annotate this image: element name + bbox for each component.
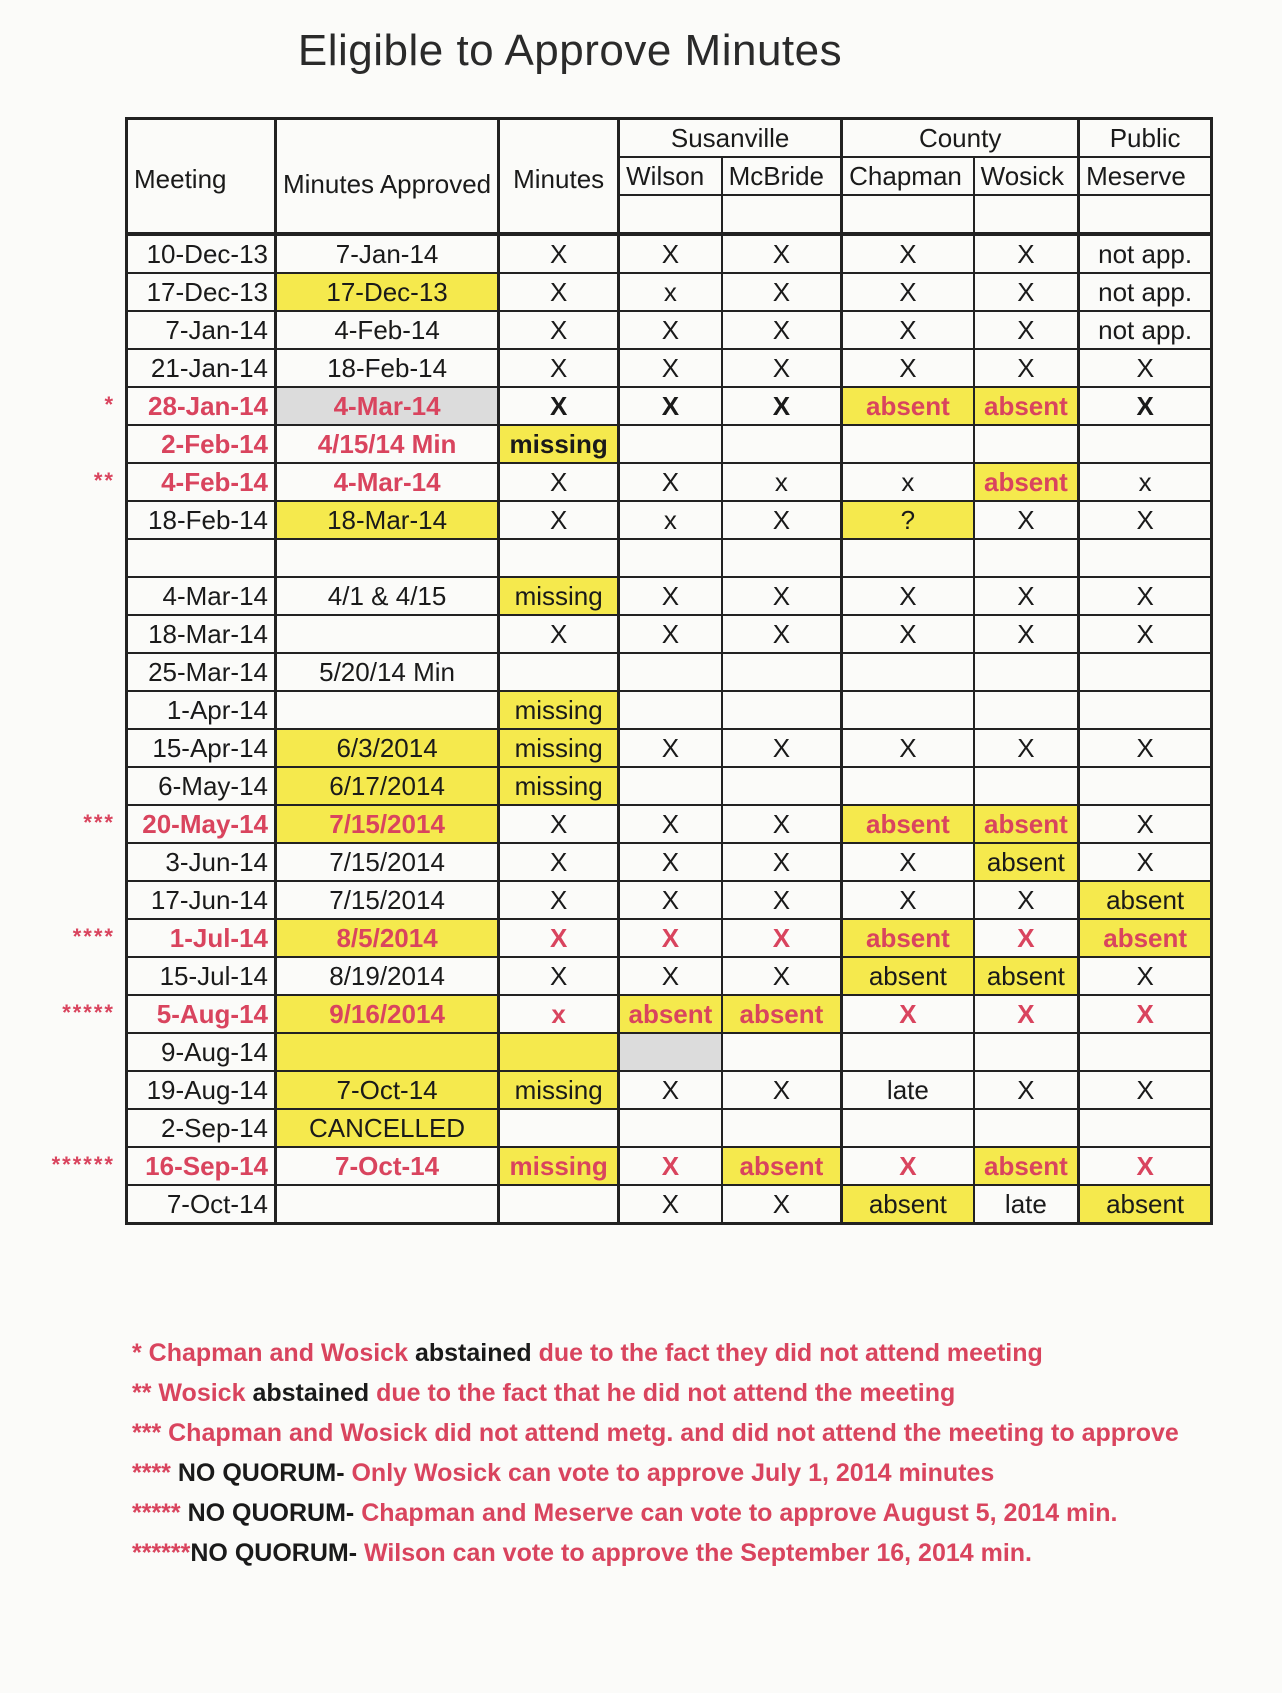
table-row xyxy=(127,1071,1212,1109)
cell-mcbride xyxy=(722,691,842,729)
cell-mcbride xyxy=(722,653,842,691)
footnote-segment: Chapman and Meserve can vote to approve August 5, 2014 min. xyxy=(354,1499,1118,1527)
cell-minutes: X xyxy=(499,349,619,387)
footnotes xyxy=(132,1333,1179,1573)
footnote-segment: abstained xyxy=(414,1339,532,1367)
cell-minutes-approved: 7-Jan-14 xyxy=(276,234,499,273)
cell-meserve: X xyxy=(1079,577,1212,615)
cell-minutes-approved: 4-Mar-14 xyxy=(276,463,499,501)
cell-chapman: X xyxy=(842,843,974,881)
cell-wosick: X xyxy=(974,273,1079,311)
table-row xyxy=(127,1033,1212,1071)
cell-wosick: absent xyxy=(974,805,1079,843)
cell-minutes: X xyxy=(499,957,619,995)
cell-meserve: X xyxy=(1079,1071,1212,1109)
cell-wosick: X xyxy=(974,1071,1079,1109)
cell-minutes: X xyxy=(499,234,619,273)
cell-mcbride: X xyxy=(722,273,842,311)
cell-meserve: not app. xyxy=(1079,234,1212,273)
cell-minutes-approved: 7/15/2014 xyxy=(276,843,499,881)
footnote-segment: Wilson can vote to approve the September 16, 2014 min. xyxy=(357,1539,1033,1567)
cell-minutes-approved: 4-Feb-14 xyxy=(276,311,499,349)
cell-chapman xyxy=(842,691,974,729)
cell-chapman xyxy=(842,425,974,463)
cell-meeting-date: 7-Oct-14 xyxy=(127,1185,276,1224)
cell-mcbride: X xyxy=(722,577,842,615)
footnote-line xyxy=(132,1533,1179,1573)
footnote-segment: * Chapman and Wosick xyxy=(132,1339,415,1367)
cell-mcbride: X xyxy=(722,919,842,957)
cell-meeting-date: 16-Sep-14 xyxy=(127,1147,276,1185)
cell-mcbride: X xyxy=(722,349,842,387)
cell-meeting-date: 7-Jan-14 xyxy=(127,311,276,349)
cell-wosick: absent xyxy=(974,843,1079,881)
cell-meserve: X xyxy=(1079,1147,1212,1185)
cell-chapman: ? xyxy=(842,501,974,539)
cell-minutes: x xyxy=(499,995,619,1033)
cell-meserve xyxy=(1079,767,1212,805)
cell-meserve: X xyxy=(1079,843,1212,881)
footnote-line xyxy=(132,1373,1179,1413)
cell-wosick: X xyxy=(974,501,1079,539)
cell-wilson: X xyxy=(619,729,722,767)
row-star-marker: *** xyxy=(83,810,115,835)
cell-mcbride: X xyxy=(722,729,842,767)
cell-wilson: X xyxy=(619,615,722,653)
cell-wilson: x xyxy=(619,273,722,311)
cell-chapman: X xyxy=(842,881,974,919)
cell-wosick: X xyxy=(974,615,1079,653)
cell-minutes-approved: 4/1 & 4/15 xyxy=(276,577,499,615)
cell-mcbride: X xyxy=(722,1185,842,1224)
header-minutes: Minutes xyxy=(499,119,619,235)
cell-meeting-date: 3-Jun-14 xyxy=(127,843,276,881)
cell-wilson: X xyxy=(619,881,722,919)
cell-wosick: X xyxy=(974,919,1079,957)
cell-wosick: absent xyxy=(974,1147,1079,1185)
cell-meserve: X xyxy=(1079,387,1212,425)
header-minutes-approved: Minutes Approved xyxy=(276,119,499,235)
cell-mcbride: X xyxy=(722,501,842,539)
cell-meserve xyxy=(1079,1033,1212,1071)
table-row xyxy=(127,463,1212,501)
table-row xyxy=(127,1109,1212,1147)
cell-wilson xyxy=(619,691,722,729)
cell-meserve: absent xyxy=(1079,881,1212,919)
footnote-segment: NO QUORUM- xyxy=(190,1539,358,1567)
table-row xyxy=(127,1147,1212,1185)
cell-mcbride: absent xyxy=(722,995,842,1033)
cell-wilson: X xyxy=(619,1185,722,1224)
cell-meserve: X xyxy=(1079,995,1212,1033)
cell-minutes-approved xyxy=(276,691,499,729)
cell-meeting-date: 9-Aug-14 xyxy=(127,1033,276,1071)
cell-meeting-date: 5-Aug-14 xyxy=(127,995,276,1033)
cell-minutes: X xyxy=(499,881,619,919)
cell-minutes: X xyxy=(499,843,619,881)
footnote-segment: **** xyxy=(132,1459,178,1487)
cell-meserve: X xyxy=(1079,729,1212,767)
cell-meeting-date: 1-Jul-14 xyxy=(127,919,276,957)
cell-chapman: x xyxy=(842,463,974,501)
cell-chapman xyxy=(842,767,974,805)
cell-wilson: absent xyxy=(619,995,722,1033)
cell-meeting-date: 15-Apr-14 xyxy=(127,729,276,767)
cell-wosick: X xyxy=(974,349,1079,387)
cell-mcbride xyxy=(722,1109,842,1147)
footnote-line xyxy=(132,1493,1179,1533)
cell-meserve: not app. xyxy=(1079,273,1212,311)
cell-minutes-approved xyxy=(276,1185,499,1224)
cell-wilson: X xyxy=(619,387,722,425)
cell-minutes: missing xyxy=(499,1147,619,1185)
cell-minutes: missing xyxy=(499,691,619,729)
cell-chapman: X xyxy=(842,234,974,273)
approval-table-wrapper xyxy=(125,117,1213,1225)
cell-meeting-date: 19-Aug-14 xyxy=(127,1071,276,1109)
cell-mcbride: X xyxy=(722,843,842,881)
cell-wosick: absent xyxy=(974,387,1079,425)
cell-meeting-date: 6-May-14 xyxy=(127,767,276,805)
cell-minutes: X xyxy=(499,501,619,539)
cell-meeting-date: 2-Sep-14 xyxy=(127,1109,276,1147)
cell-minutes-approved: 9/16/2014 xyxy=(276,995,499,1033)
cell-wosick xyxy=(974,539,1079,577)
footnote-segment: NO QUORUM- xyxy=(177,1459,345,1487)
table-row xyxy=(127,995,1212,1033)
header-blank-cell xyxy=(1079,195,1212,234)
cell-minutes-approved: 5/20/14 Min xyxy=(276,653,499,691)
cell-minutes xyxy=(499,653,619,691)
cell-meeting-date: 2-Feb-14 xyxy=(127,425,276,463)
cell-wosick: X xyxy=(974,881,1079,919)
row-star-marker: ***** xyxy=(62,1000,115,1025)
footnote-segment: abstained xyxy=(252,1379,370,1407)
cell-wilson: x xyxy=(619,501,722,539)
cell-meeting-date: 15-Jul-14 xyxy=(127,957,276,995)
footnote-segment: NO QUORUM- xyxy=(187,1499,355,1527)
cell-meserve: absent xyxy=(1079,919,1212,957)
cell-meeting-date: 20-May-14 xyxy=(127,805,276,843)
header-blank-cell xyxy=(842,195,974,234)
cell-wilson xyxy=(619,1033,722,1071)
cell-minutes: missing xyxy=(499,425,619,463)
cell-wilson: X xyxy=(619,1147,722,1185)
cell-minutes-approved xyxy=(276,615,499,653)
cell-minutes-approved xyxy=(276,1033,499,1071)
cell-wosick: X xyxy=(974,577,1079,615)
cell-wilson xyxy=(619,1109,722,1147)
header-blank-cell xyxy=(974,195,1079,234)
header-row-groups xyxy=(127,119,1212,158)
table-row xyxy=(127,729,1212,767)
cell-meserve: absent xyxy=(1079,1185,1212,1224)
cell-mcbride: X xyxy=(722,805,842,843)
table-row xyxy=(127,577,1212,615)
cell-chapman: absent xyxy=(842,957,974,995)
cell-wilson: X xyxy=(619,1071,722,1109)
cell-wosick xyxy=(974,1109,1079,1147)
footnote-segment: Only Wosick can vote to approve July 1, 2014 minutes xyxy=(344,1459,995,1487)
cell-minutes-approved: 8/19/2014 xyxy=(276,957,499,995)
cell-wilson: X xyxy=(619,349,722,387)
cell-chapman: late xyxy=(842,1071,974,1109)
cell-minutes-approved: 4-Mar-14 xyxy=(276,387,499,425)
cell-minutes-approved: 7-Oct-14 xyxy=(276,1147,499,1185)
cell-chapman: X xyxy=(842,1147,974,1185)
table-row xyxy=(127,311,1212,349)
cell-mcbride xyxy=(722,539,842,577)
cell-mcbride: X xyxy=(722,234,842,273)
cell-meeting-date: 25-Mar-14 xyxy=(127,653,276,691)
header-group-susanville: Susanville xyxy=(619,119,842,158)
cell-chapman: absent xyxy=(842,387,974,425)
cell-wilson: X xyxy=(619,577,722,615)
header-group-county: County xyxy=(842,119,1079,158)
footnote-segment: due to the fact they did not attend meeting xyxy=(531,1339,1043,1367)
footnote-segment: ** Wosick xyxy=(132,1379,253,1407)
cell-minutes: X xyxy=(499,919,619,957)
table-row xyxy=(127,767,1212,805)
cell-wosick xyxy=(974,425,1079,463)
cell-meserve xyxy=(1079,1109,1212,1147)
cell-wosick xyxy=(974,1033,1079,1071)
cell-mcbride: absent xyxy=(722,1147,842,1185)
cell-meserve: X xyxy=(1079,957,1212,995)
cell-minutes: X xyxy=(499,463,619,501)
cell-chapman: absent xyxy=(842,805,974,843)
table-row xyxy=(127,919,1212,957)
row-star-marker: ** xyxy=(93,468,115,493)
cell-meeting-date: 10-Dec-13 xyxy=(127,234,276,273)
cell-minutes: X xyxy=(499,273,619,311)
header-blank-cell xyxy=(619,195,722,234)
cell-wilson: X xyxy=(619,805,722,843)
cell-chapman xyxy=(842,539,974,577)
header-member-mcbride: McBride xyxy=(722,157,842,195)
cell-minutes-approved: 8/5/2014 xyxy=(276,919,499,957)
cell-wosick: absent xyxy=(974,463,1079,501)
footnote-line xyxy=(132,1413,1179,1453)
cell-wosick: X xyxy=(974,995,1079,1033)
footnote-segment: ****** xyxy=(132,1539,191,1567)
table-row xyxy=(127,425,1212,463)
cell-minutes-approved: 18-Feb-14 xyxy=(276,349,499,387)
cell-meeting-date: 4-Feb-14 xyxy=(127,463,276,501)
cell-wosick xyxy=(974,767,1079,805)
cell-minutes-approved: 6/17/2014 xyxy=(276,767,499,805)
cell-wilson: X xyxy=(619,463,722,501)
cell-meserve xyxy=(1079,653,1212,691)
cell-meeting-date: 4-Mar-14 xyxy=(127,577,276,615)
row-star-marker: * xyxy=(104,392,115,417)
cell-chapman: absent xyxy=(842,919,974,957)
cell-minutes-approved: 7/15/2014 xyxy=(276,881,499,919)
header-meeting: Meeting xyxy=(127,119,276,235)
cell-meserve: X xyxy=(1079,615,1212,653)
cell-minutes: X xyxy=(499,615,619,653)
cell-meeting-date: 18-Feb-14 xyxy=(127,501,276,539)
header-member-wilson: Wilson xyxy=(619,157,722,195)
cell-chapman: X xyxy=(842,577,974,615)
cell-meserve: x xyxy=(1079,463,1212,501)
cell-chapman xyxy=(842,1033,974,1071)
cell-wosick: X xyxy=(974,234,1079,273)
cell-wosick xyxy=(974,691,1079,729)
cell-meserve xyxy=(1079,425,1212,463)
cell-meserve: X xyxy=(1079,501,1212,539)
cell-meeting-date: 21-Jan-14 xyxy=(127,349,276,387)
cell-meeting-date: 1-Apr-14 xyxy=(127,691,276,729)
footnote-line xyxy=(132,1333,1179,1373)
table-row xyxy=(127,273,1212,311)
header-member-meserve: Meserve xyxy=(1079,157,1212,195)
cell-minutes: missing xyxy=(499,767,619,805)
cell-wilson xyxy=(619,767,722,805)
cell-minutes xyxy=(499,539,619,577)
footnote-segment: ***** xyxy=(132,1499,188,1527)
table-row xyxy=(127,653,1212,691)
table-row xyxy=(127,615,1212,653)
footnote-segment: *** Chapman and Wosick did not attend metg. and did not attend the meeting to approve xyxy=(132,1419,1179,1447)
cell-meserve xyxy=(1079,691,1212,729)
cell-chapman xyxy=(842,653,974,691)
cell-mcbride: X xyxy=(722,1071,842,1109)
cell-chapman: X xyxy=(842,615,974,653)
cell-mcbride xyxy=(722,425,842,463)
cell-meeting-date xyxy=(127,539,276,577)
cell-mcbride xyxy=(722,767,842,805)
cell-minutes: X xyxy=(499,387,619,425)
header-member-chapman: Chapman xyxy=(842,157,974,195)
cell-mcbride: X xyxy=(722,957,842,995)
cell-wosick: X xyxy=(974,311,1079,349)
cell-minutes-approved xyxy=(276,539,499,577)
cell-minutes-approved: 17-Dec-13 xyxy=(276,273,499,311)
cell-chapman: X xyxy=(842,995,974,1033)
cell-wilson xyxy=(619,653,722,691)
table-row xyxy=(127,957,1212,995)
cell-chapman: X xyxy=(842,349,974,387)
footnote-line xyxy=(132,1453,1179,1493)
table-row xyxy=(127,691,1212,729)
cell-minutes-approved: 7/15/2014 xyxy=(276,805,499,843)
cell-minutes: X xyxy=(499,311,619,349)
cell-minutes xyxy=(499,1109,619,1147)
cell-minutes: missing xyxy=(499,729,619,767)
cell-mcbride: X xyxy=(722,615,842,653)
row-star-marker: **** xyxy=(72,924,115,949)
cell-meserve: X xyxy=(1079,805,1212,843)
cell-minutes: X xyxy=(499,805,619,843)
table-row xyxy=(127,501,1212,539)
cell-meeting-date: 17-Dec-13 xyxy=(127,273,276,311)
footnote-segment: due to the fact that he did not attend the meeting xyxy=(369,1379,956,1407)
cell-chapman: absent xyxy=(842,1185,974,1224)
header-blank-cell xyxy=(722,195,842,234)
cell-minutes-approved: 18-Mar-14 xyxy=(276,501,499,539)
cell-meserve: not app. xyxy=(1079,311,1212,349)
cell-chapman: X xyxy=(842,729,974,767)
cell-meeting-date: 28-Jan-14 xyxy=(127,387,276,425)
page-title: Eligible to Approve Minutes xyxy=(297,26,843,75)
cell-wilson xyxy=(619,425,722,463)
cell-minutes: missing xyxy=(499,577,619,615)
cell-wosick xyxy=(974,653,1079,691)
approval-table xyxy=(125,117,1213,1225)
table-row xyxy=(127,539,1212,577)
cell-wosick: absent xyxy=(974,957,1079,995)
cell-wilson xyxy=(619,539,722,577)
table-row xyxy=(127,349,1212,387)
cell-meeting-date: 18-Mar-14 xyxy=(127,615,276,653)
header-member-wosick: Wosick xyxy=(974,157,1079,195)
table-row xyxy=(127,881,1212,919)
header-group-public: Public xyxy=(1079,119,1212,158)
cell-mcbride: X xyxy=(722,881,842,919)
cell-wilson: X xyxy=(619,919,722,957)
cell-meserve xyxy=(1079,539,1212,577)
cell-wosick: late xyxy=(974,1185,1079,1224)
cell-minutes-approved: CANCELLED xyxy=(276,1109,499,1147)
table-row xyxy=(127,843,1212,881)
cell-wilson: X xyxy=(619,234,722,273)
cell-wosick: X xyxy=(974,729,1079,767)
cell-chapman: X xyxy=(842,311,974,349)
cell-minutes: missing xyxy=(499,1071,619,1109)
cell-mcbride: x xyxy=(722,463,842,501)
table-row xyxy=(127,387,1212,425)
cell-minutes xyxy=(499,1185,619,1224)
cell-wilson: X xyxy=(619,311,722,349)
cell-mcbride: X xyxy=(722,387,842,425)
row-star-marker: ****** xyxy=(51,1152,115,1177)
table-row xyxy=(127,805,1212,843)
cell-minutes xyxy=(499,1033,619,1071)
cell-minutes-approved: 4/15/14 Min xyxy=(276,425,499,463)
table-row xyxy=(127,234,1212,273)
cell-meserve: X xyxy=(1079,349,1212,387)
cell-wilson: X xyxy=(619,957,722,995)
table-row xyxy=(127,1185,1212,1224)
cell-meeting-date: 17-Jun-14 xyxy=(127,881,276,919)
cell-minutes-approved: 7-Oct-14 xyxy=(276,1071,499,1109)
cell-chapman xyxy=(842,1109,974,1147)
cell-wilson: X xyxy=(619,843,722,881)
cell-chapman: X xyxy=(842,273,974,311)
cell-minutes-approved: 6/3/2014 xyxy=(276,729,499,767)
cell-mcbride xyxy=(722,1033,842,1071)
cell-mcbride: X xyxy=(722,311,842,349)
